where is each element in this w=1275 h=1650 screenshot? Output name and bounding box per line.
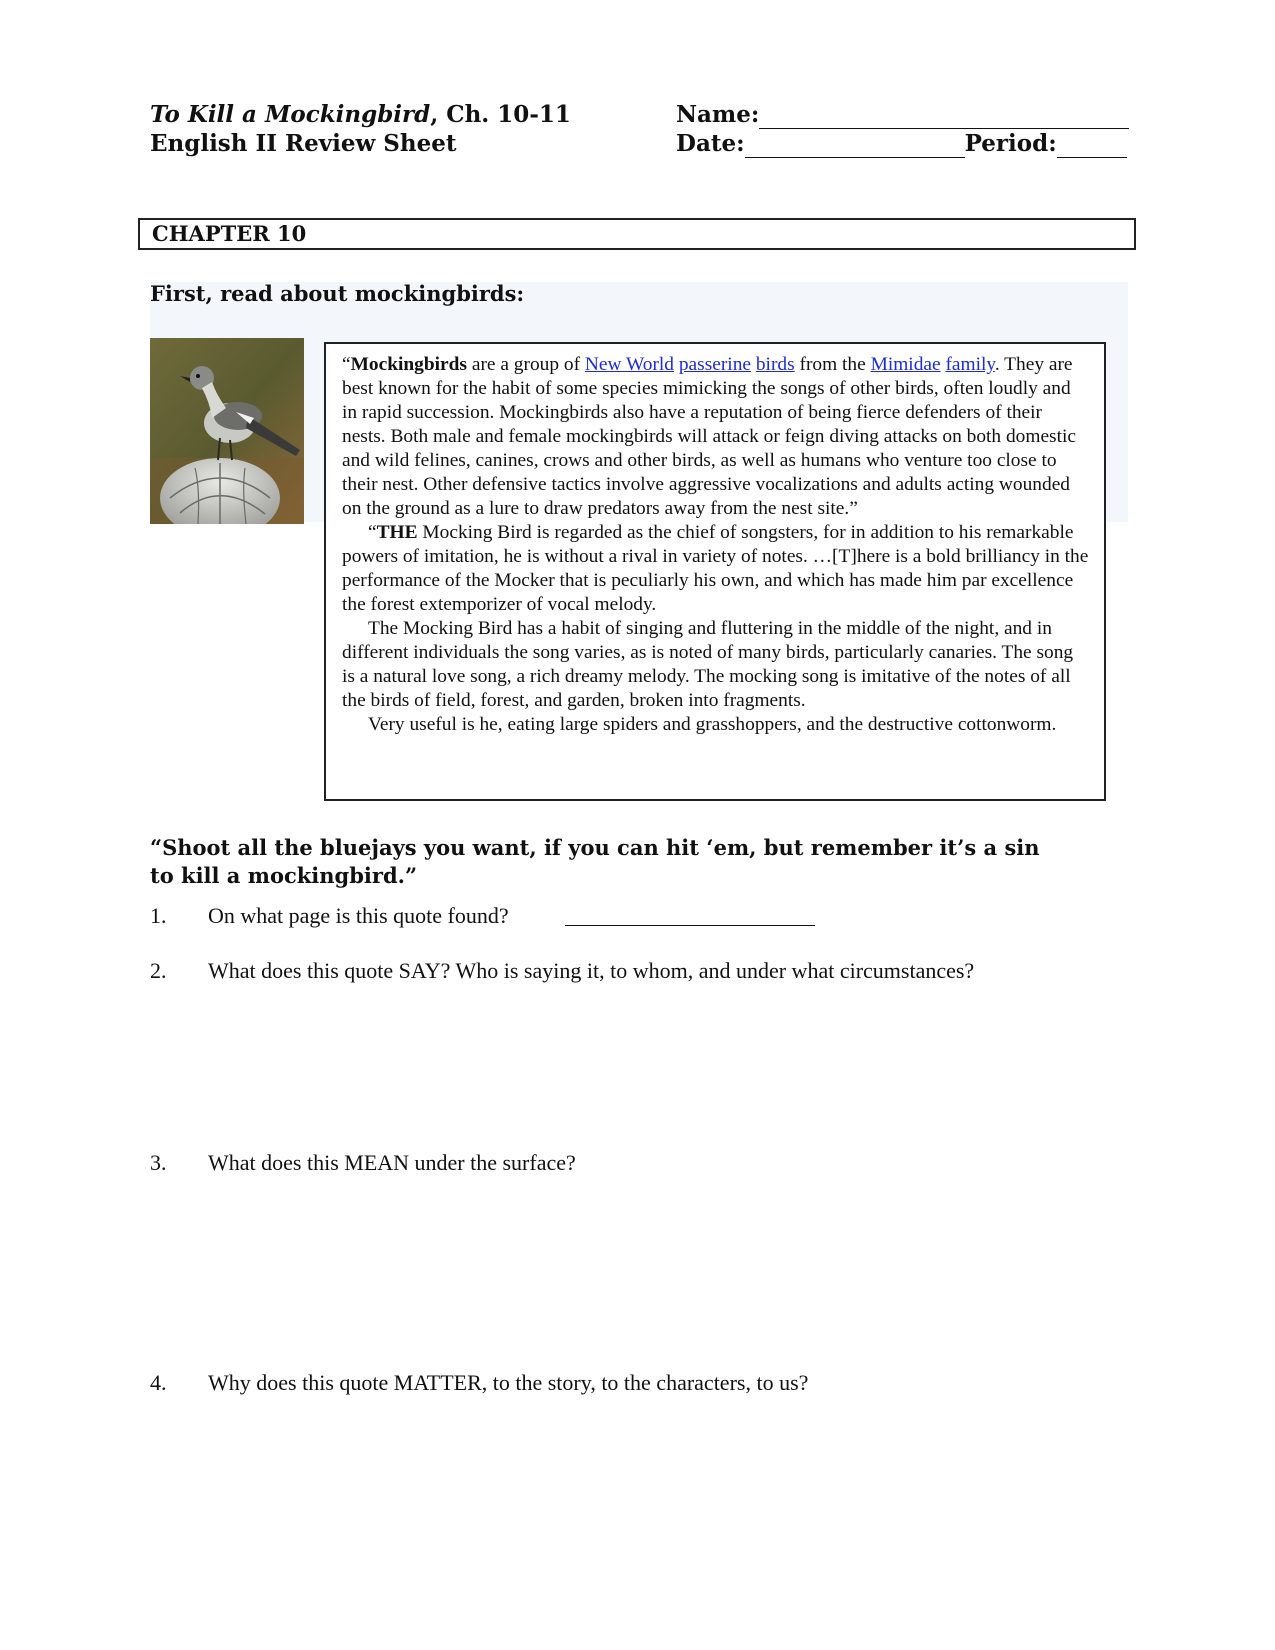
intro-label: First, read about mockingbirds:	[150, 281, 525, 306]
period-blank[interactable]	[1057, 135, 1127, 158]
question-number: 2.	[150, 958, 167, 983]
passage-paragraph-3: The Mocking Bird has a habit of singing and fluttering in the middle of the night, and in different individuals the song varies, as is noted of many birds, particularly canaries. The song is a natural love song, a rich dreamy melody. The mocking song is imitative of the notes of all the birds of field, forest, and garden, broken into fragments.	[342, 618, 1074, 711]
link-family[interactable]: family	[945, 354, 995, 375]
date-blank[interactable]	[745, 135, 965, 158]
question-number: 3.	[150, 1150, 167, 1175]
chapter-range: , Ch. 10-11	[430, 101, 571, 128]
question-text: On what page is this quote found?	[208, 903, 509, 928]
link-birds[interactable]: birds	[755, 354, 795, 375]
name-row	[676, 100, 1136, 129]
open-quote: “	[342, 354, 351, 375]
chapter-heading: CHAPTER 10	[138, 218, 1136, 250]
header-left	[150, 100, 630, 158]
question-4	[150, 1370, 808, 1396]
date-row	[676, 129, 1136, 158]
question-text: Why does this quote MATTER, to the story, to the characters, to us?	[208, 1370, 809, 1395]
question-3	[150, 1150, 576, 1176]
period-label: Period:	[964, 130, 1057, 157]
mockingbirds-bold: Mockingbirds	[350, 354, 467, 375]
question-number: 1.	[150, 903, 167, 928]
passage-paragraph-1	[342, 353, 1090, 521]
passage-box	[324, 342, 1106, 801]
question-2	[150, 958, 974, 984]
link-mimidae[interactable]: Mimidae	[870, 354, 941, 375]
passage-text: Mocking Bird is regarded as the chief of songsters, for in addition to his remarkable powers of imitation, he is without a rival in variety of notes. …[T]here is a bold brilliancy in the performance of the Mocker that is peculiarly his own, and which has made him par excellence the forest extemporizer of vocal melody.	[342, 522, 1089, 615]
worksheet-subtitle: English II Review Sheet	[150, 130, 457, 157]
date-label: Date:	[676, 130, 745, 157]
question-text: What does this quote SAY? Who is saying it, to whom, and under what circumstances?	[208, 958, 975, 983]
question-1	[150, 903, 815, 929]
mockingbird-photo	[150, 338, 304, 524]
question-text: What does this MEAN under the surface?	[208, 1150, 576, 1175]
the-bold: THE	[376, 522, 418, 543]
passage-paragraph-2	[342, 521, 1090, 617]
passage-text: from the	[794, 354, 871, 375]
book-title: To Kill a Mockingbird	[150, 101, 431, 128]
answer-blank[interactable]	[565, 903, 815, 926]
open-quote: “	[368, 522, 377, 543]
name-label: Name:	[676, 101, 760, 128]
link-new-world[interactable]: New World	[584, 354, 674, 375]
question-number: 4.	[150, 1370, 167, 1395]
link-passerine[interactable]: passerine	[678, 354, 751, 375]
name-blank[interactable]	[759, 106, 1129, 129]
worksheet-title	[150, 100, 630, 129]
featured-quote: “Shoot all the bluejays you want, if you can hit ‘em, but remember it’s a sin to kill a mockingbird.”	[150, 835, 1040, 888]
header-right	[676, 100, 1136, 158]
passage-text: . They are best known for the habit of some species mimicking the songs of other birds, often loudly and in rapid succession. Mockingbirds also have a reputation of being fierce defenders of their nests. Both male and female mockingbirds will attack or feign diving attacks on both domestic and wild felines, canines, crows and other birds, as well as humans who venture too close to their nest. Other defensive tactics involve aggressive vocalizations and adults acting wounded on the ground as a lure to draw predators away from the nest site.”	[342, 354, 1076, 519]
passage-paragraph-4: Very useful is he, eating large spiders and grasshoppers, and the destructive cottonworm.	[368, 714, 1057, 735]
passage-text: are a group of	[466, 354, 585, 375]
